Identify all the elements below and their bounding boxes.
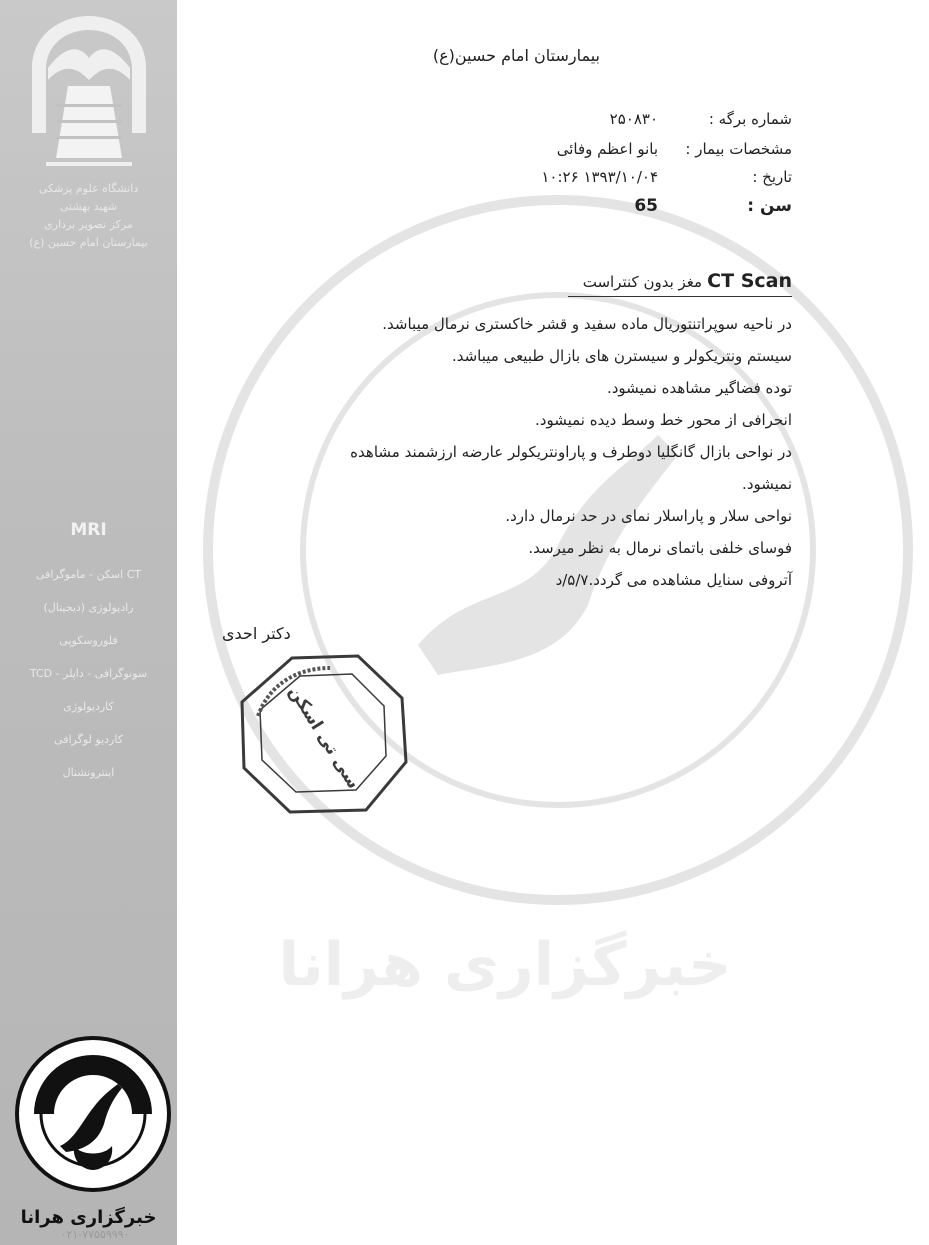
hospital-name: بیمارستان امام حسین(ع) xyxy=(432,46,600,65)
field-patient xyxy=(400,140,792,168)
org-line: شهید بهشتی xyxy=(59,200,118,213)
ct-scan-stamp-icon xyxy=(230,650,415,820)
org-line: دانشگاه علوم پزشکی xyxy=(38,182,139,195)
date-value: ۱۳۹۳/۱۰/۰۴ ۱۰:۲۶ xyxy=(541,168,658,186)
age-label: سن : xyxy=(747,196,792,216)
field-sheet-number xyxy=(400,110,792,138)
sheet-number-value: ۲۵۰۸۳۰ xyxy=(609,110,658,128)
sheet-number-label: شماره برگه : xyxy=(708,110,792,128)
org-line: بیمارستان امام حسین (ع) xyxy=(29,236,148,249)
patient-label: مشخصات بیمار : xyxy=(685,140,792,158)
finding-line: توده فضاگیر مشاهده نمیشود. xyxy=(606,379,792,397)
finding-line: نمیشود. xyxy=(742,475,792,493)
service-item: کاردیو لوگرافی xyxy=(54,733,123,746)
doctor-signature: دکتر احدی xyxy=(222,624,291,643)
sidebar-phone: ۰۲۱-۷۷۵۵۹۹۹۰ xyxy=(60,1228,130,1241)
title-underline xyxy=(568,296,792,297)
date-label: تاریخ : xyxy=(752,168,792,186)
watermark-text: خبرگزاری هرانا xyxy=(278,930,732,1000)
finding-line: سیستم ونتریکولر و سیسترن های بازال طبیعی میباشد. xyxy=(451,347,792,365)
report-findings xyxy=(290,308,792,596)
sidebar-mri-label: MRI xyxy=(70,520,107,540)
sidebar-services-list xyxy=(4,558,173,789)
age-value: 65 xyxy=(634,196,658,216)
report-title xyxy=(530,270,792,292)
service-item: CT اسکن - ماموگرافی xyxy=(35,568,142,581)
finding-line: نواحی سلار و پاراسلار نمای در حد نرمال دارد. xyxy=(505,507,792,525)
finding-line: فوسای خلفی باتمای نرمال به نظر میرسد. xyxy=(528,539,792,557)
service-item: سونوگرافی - داپلر - TCD xyxy=(29,667,148,680)
service-item: کاردیولوژی xyxy=(63,700,114,713)
patient-value: بانو اعظم وفائی xyxy=(556,140,658,158)
report-title-fa: مغز بدون کنتراست xyxy=(582,273,703,291)
finding-line: آتروفی سنایل مشاهده می گردد.۵/۷/د xyxy=(555,571,792,589)
stamp-center-text: سی تی اسکن xyxy=(284,682,364,793)
service-item: رادیولوژی (دیجیتال) xyxy=(43,601,134,614)
report-title-en: CT Scan xyxy=(707,270,792,292)
hrana-logo-icon xyxy=(14,1030,172,1208)
service-item: اینترونشنال xyxy=(62,766,115,779)
field-age xyxy=(400,196,792,224)
org-line: مرکز تصویر برداری xyxy=(44,218,133,231)
finding-line: در ناحیه سوپراتنتوریال ماده سفید و قشر خاکستری نرمال میباشد. xyxy=(382,315,792,333)
finding-line: در نواحی بازال گانگلیا دوطرف و پاراونتریکولر عارضه ارزشمند مشاهده xyxy=(350,443,792,461)
agency-name: خبرگزاری هرانا xyxy=(20,1207,157,1228)
sidebar-organization xyxy=(6,180,171,252)
finding-line: انحرافی از محور خط وسط دیده نمیشود. xyxy=(535,411,792,429)
field-date xyxy=(400,168,792,196)
hospital-logo-icon xyxy=(18,8,160,178)
service-item: فلوروسکوپی xyxy=(59,634,118,647)
